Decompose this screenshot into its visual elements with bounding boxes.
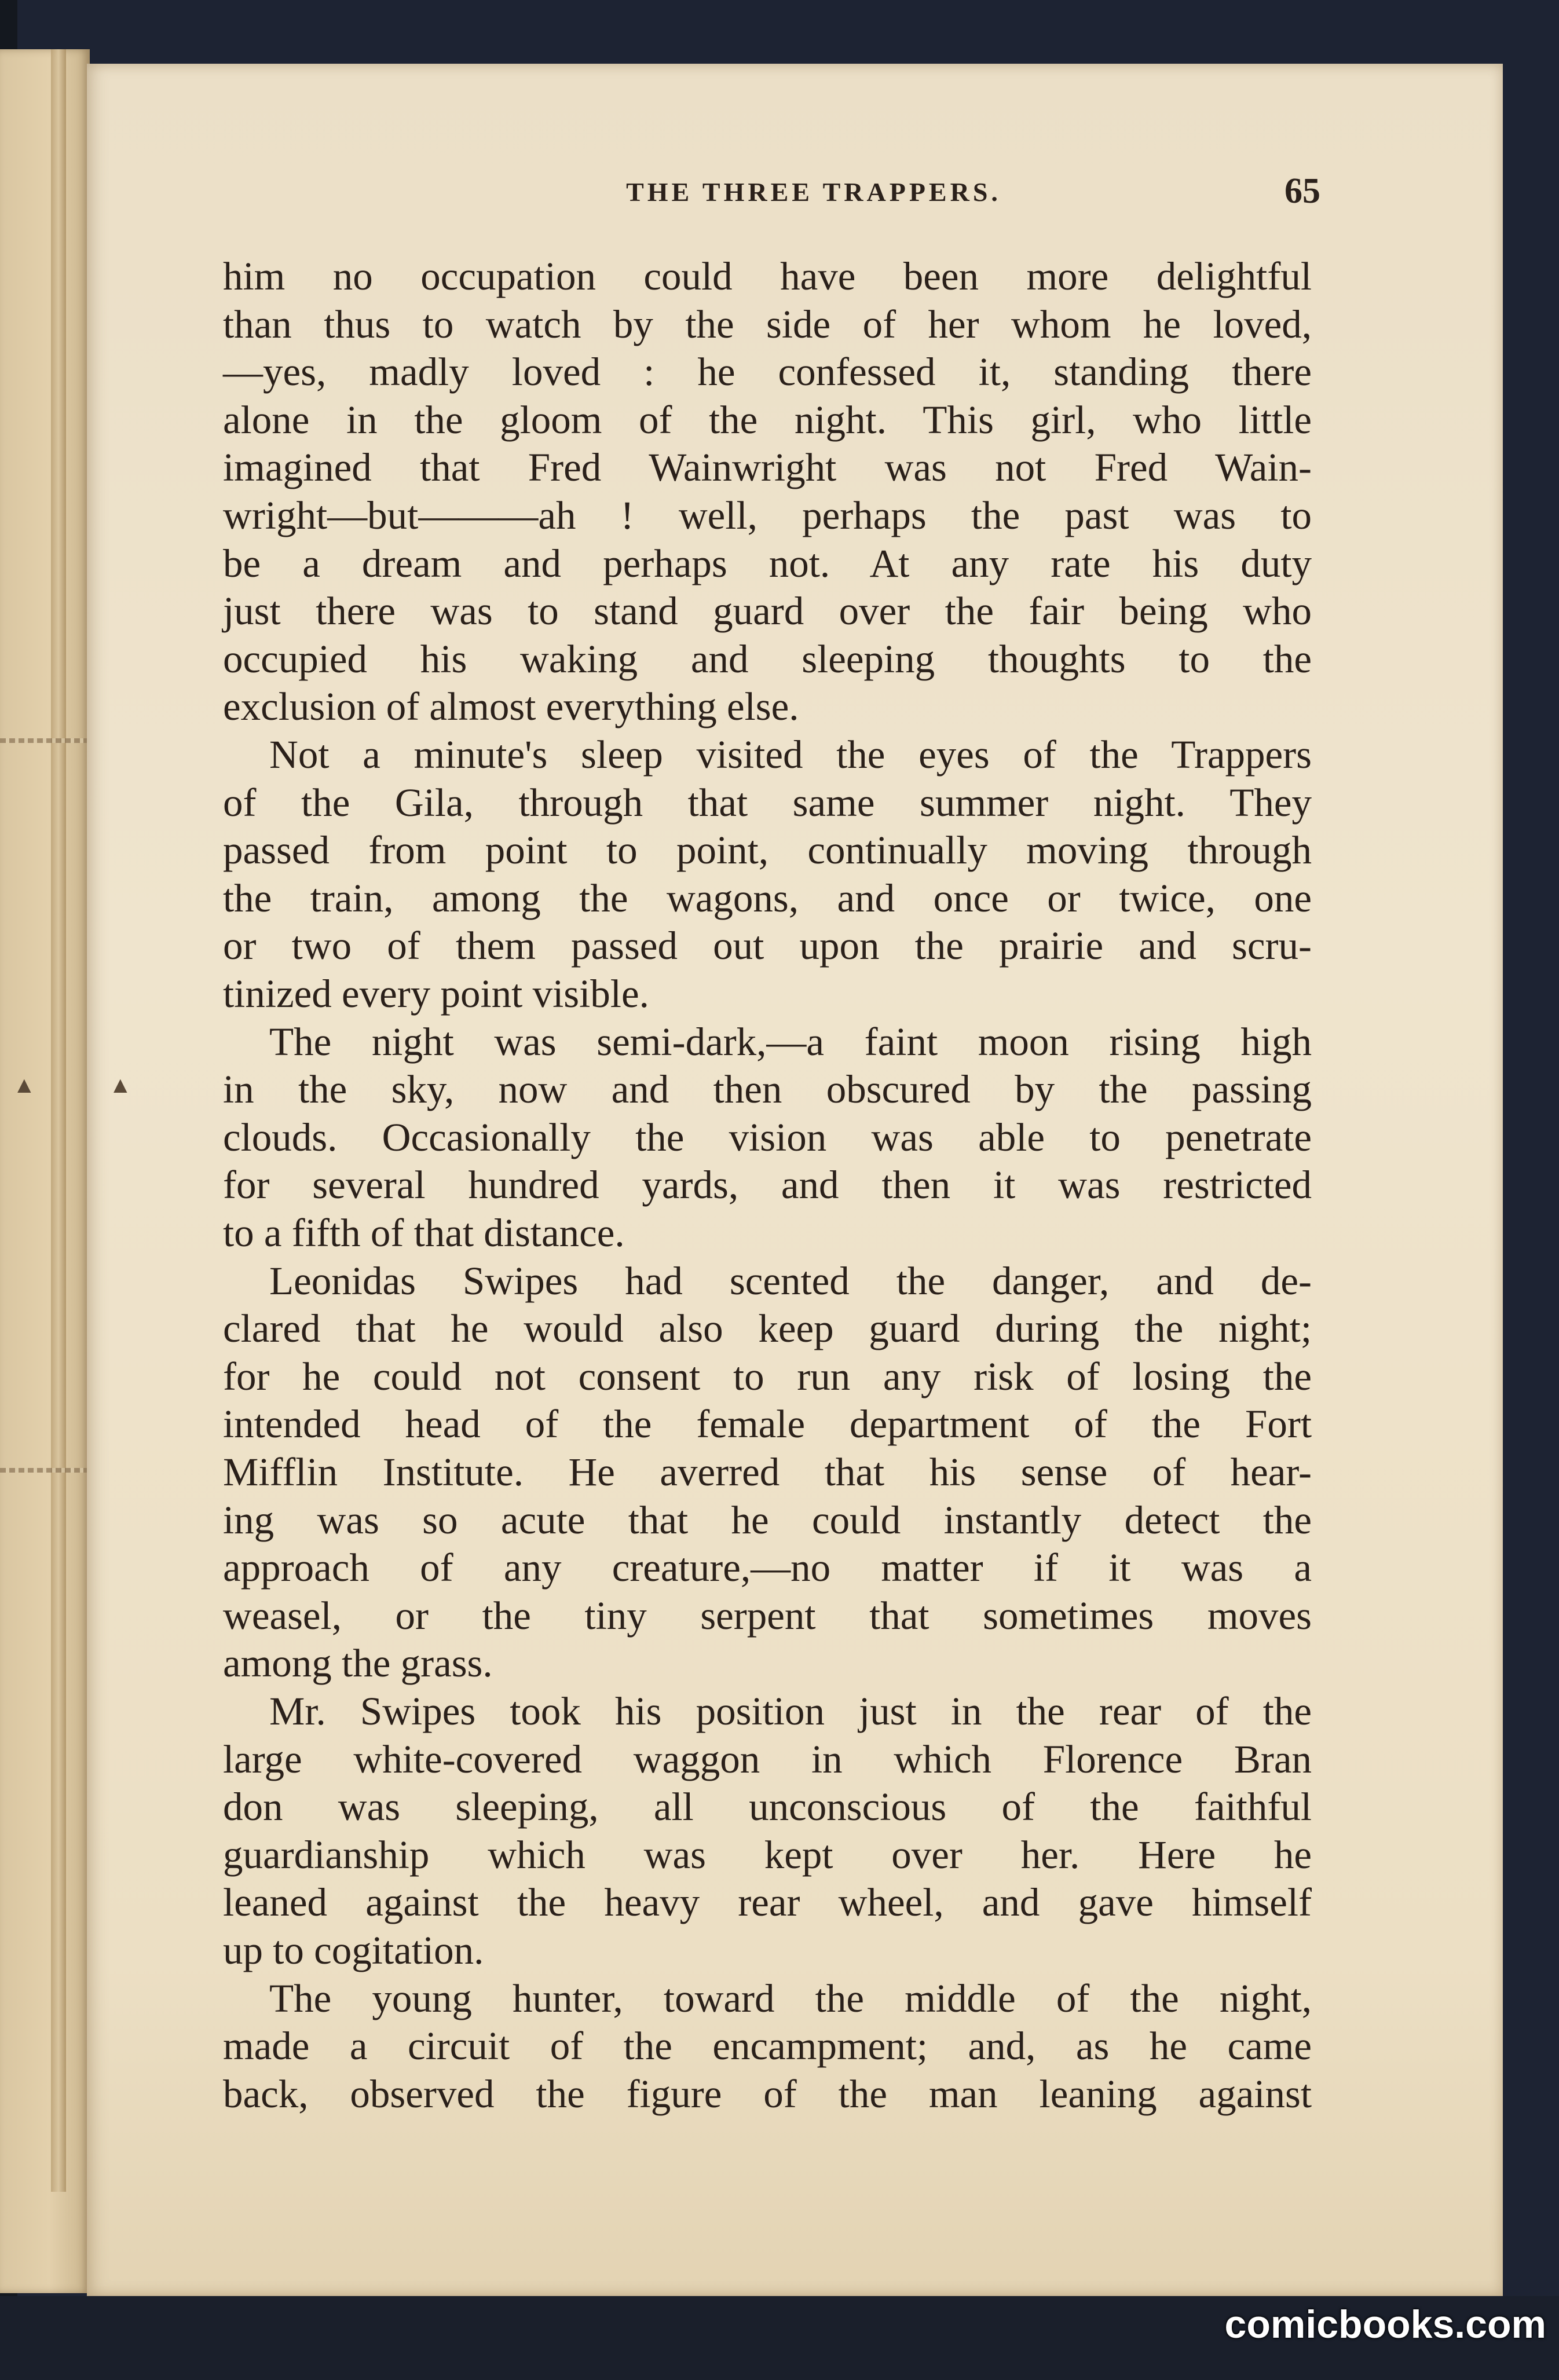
text-line: for he could not consent to run any risk of losing the	[223, 1354, 1312, 1398]
text-line: The young hunter, toward the middle of the night,	[269, 1976, 1312, 2020]
text-line: made a circuit of the encampment; and, as he came	[223, 2024, 1312, 2068]
text-line: just there was to stand guard over the fair being who	[223, 589, 1312, 633]
text-line: Leonidas Swipes had scented the danger, and de-	[269, 1259, 1312, 1303]
text-line: than thus to watch by the side of her whom he loved,	[223, 302, 1312, 346]
text-line: passed from point to point, continually moving through	[223, 828, 1312, 872]
watermark: comicbooks.com	[1224, 2302, 1546, 2346]
text-line: for several hundred yards, and then it was restricted	[223, 1163, 1312, 1207]
previous-page-edge	[0, 49, 90, 2293]
margin-mark: ▲	[13, 1072, 36, 1098]
text-line: leaned against the heavy rear wheel, and gave himself	[223, 1880, 1312, 1924]
text-line: weasel, or the tiny serpent that sometimes moves	[223, 1594, 1312, 1638]
text-line: Mifflin Institute. He averred that his sense of hear-	[223, 1450, 1312, 1494]
text-line: of the Gila, through that same summer night. They	[223, 781, 1312, 825]
text-line: the train, among the wagons, and once or twice, one	[223, 876, 1312, 920]
text-line: intended head of the female department of the Fort	[223, 1402, 1312, 1446]
text-line: wright—but———ah ! well, perhaps the past was to	[223, 493, 1312, 537]
margin-mark: ▲	[109, 1072, 132, 1098]
text-line: him no occupation could have been more delightful	[223, 254, 1312, 298]
text-line: large white-covered waggon in which Florence Bran	[223, 1737, 1312, 1781]
text-line: Not a minute's sleep visited the eyes of the Trappers	[269, 733, 1312, 777]
text-line: clouds. Occasionally the vision was able to penetrate	[223, 1115, 1312, 1159]
text-line: among the grass.	[223, 1641, 493, 1685]
text-line: occupied his waking and sleeping thoughts to the	[223, 637, 1312, 681]
text-line: be a dream and perhaps not. At any rate his duty	[223, 541, 1312, 585]
text-line: guardianship which was kept over her. Here he	[223, 1833, 1312, 1877]
text-line: exclusion of almost everything else.	[223, 684, 799, 728]
text-line: clared that he would also keep guard during the night;	[223, 1306, 1312, 1350]
text-line: —yes, madly loved : he confessed it, standing there	[223, 350, 1312, 394]
running-head: THE THREE TRAPPERS.	[626, 177, 1001, 207]
text-line: imagined that Fred Wainwright was not Fred Wain-	[223, 445, 1312, 489]
page-number: 65	[1284, 171, 1320, 211]
text-line: ing was so acute that he could instantly detect the	[223, 1498, 1312, 1542]
text-line: back, observed the figure of the man leaning against	[223, 2072, 1312, 2116]
book-gutter	[51, 49, 66, 2192]
text-line: up to cogitation.	[223, 1928, 484, 1972]
text-line: tinized every point visible.	[223, 972, 649, 1016]
text-line: alone in the gloom of the night. This girl, who little	[223, 398, 1312, 442]
text-line: don was sleeping, all unconscious of the faithful	[223, 1785, 1312, 1829]
text-line: Mr. Swipes took his position just in the rear of the	[269, 1689, 1312, 1733]
text-line: The night was semi-dark,—a faint moon rising high	[269, 1020, 1312, 1064]
text-line: approach of any creature,—no matter if it was a	[223, 1546, 1312, 1590]
text-line: to a fifth of that distance.	[223, 1211, 625, 1255]
text-line: in the sky, now and then obscured by the passing	[223, 1067, 1312, 1111]
text-line: or two of them passed out upon the prairie and scru-	[223, 924, 1312, 968]
